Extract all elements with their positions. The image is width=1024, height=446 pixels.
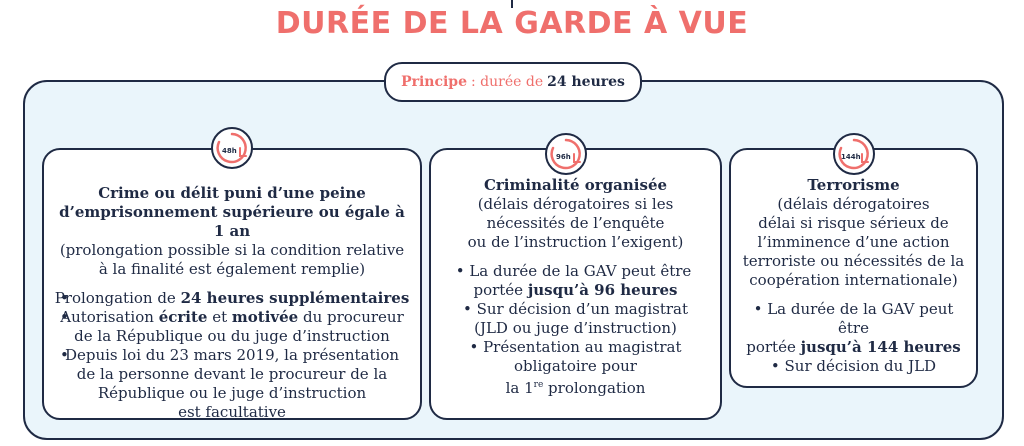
clock-96h-icon <box>545 133 587 175</box>
heading-line: Crime ou délit puni d’une peine <box>98 184 366 202</box>
heading-line: d’emprisonnement supérieure ou égale à 1 an <box>59 203 405 240</box>
bullet-item: • Présentation au magistrat obligatoire pour la 1re prolongation <box>469 338 682 397</box>
badge-label: 96h <box>556 153 571 161</box>
bullet-list <box>739 300 968 376</box>
clock-48h-icon <box>211 127 253 169</box>
card-crime-delit <box>42 148 422 420</box>
clock-144h-icon <box>833 133 875 175</box>
sub-line: (délais dérogatoires <box>777 195 930 213</box>
sub-line: l’imminence d’une action <box>757 233 950 251</box>
badge-label: 144h <box>841 153 861 161</box>
principle-label: Principe <box>401 74 468 90</box>
card-heading <box>439 176 712 252</box>
sub-line: (prolongation possible si la condition relative <box>59 241 405 259</box>
heading-line: Criminalité organisée <box>483 176 668 194</box>
bullet-item: • Prolongation de 24 heures supplémentaires <box>54 289 410 308</box>
sub-line: à la finalité est également remplie) <box>98 260 366 278</box>
bullet-list <box>54 289 410 422</box>
card-heading <box>739 176 968 290</box>
bullet-item: • Depuis loi du 23 mars 2019, la présentation de la personne devant le procureur de la République ou le juge d’instruction est facultative <box>54 346 410 422</box>
page-title: DURÉE DE LA GARDE À VUE <box>275 6 749 41</box>
principle-text: : durée de <box>471 74 544 90</box>
principle-duration: 24 heures <box>547 74 625 90</box>
bullet-item: • La durée de la GAV peut être portée jusqu’à 96 heures <box>455 262 692 299</box>
bullet-item: • Sur décision d’un magistrat (JLD ou juge d’instruction) <box>462 300 689 337</box>
bullet-item: • Sur décision du JLD <box>770 357 937 375</box>
sub-line: nécessités de l’enquête <box>486 214 665 232</box>
sub-line: (délais dérogatoires si les <box>477 195 674 213</box>
principle-pill <box>384 62 642 102</box>
badge-label: 48h <box>222 147 237 155</box>
sub-line: terroriste ou nécessités de la <box>742 252 965 270</box>
card-criminalite-organisee <box>429 148 722 420</box>
bullet-item: • Autorisation écrite et motivée du procureur de la République ou du juge d’instruction <box>54 308 410 346</box>
card-terrorisme <box>729 148 978 388</box>
sub-line: ou de l’instruction l’exigent) <box>467 233 684 251</box>
bullet-list <box>439 262 712 398</box>
card-heading <box>54 184 410 279</box>
sub-line: délai si risque sérieux de <box>758 214 949 232</box>
bullet-item: • La durée de la GAV peut être portée jusqu’à 144 heures <box>746 300 961 356</box>
heading-line: Terrorisme <box>807 176 900 194</box>
sub-line: coopération internationale) <box>749 271 958 289</box>
